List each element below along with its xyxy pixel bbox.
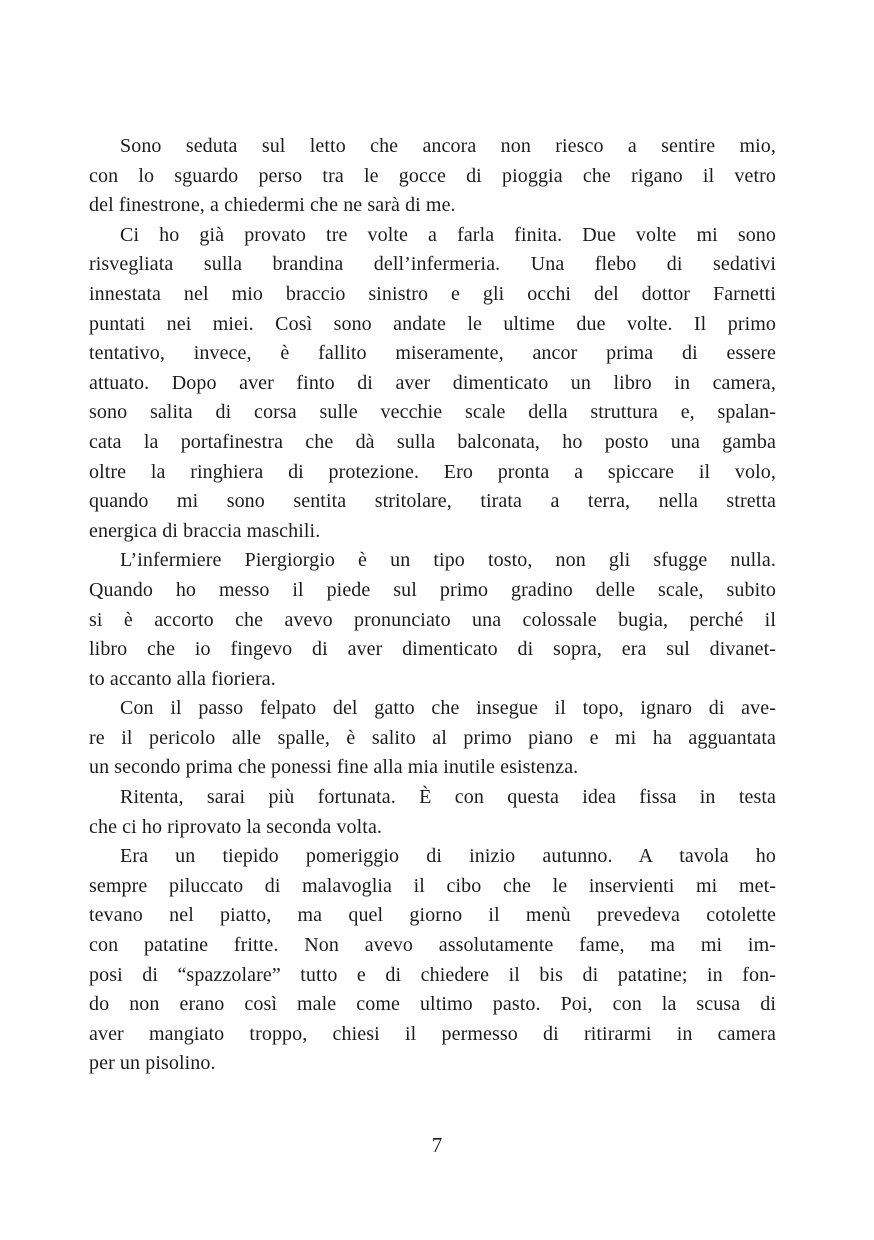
paragraph: [89, 132, 776, 221]
text-line: si è accorto che avevo pronunciato una colossale bugia, perché il: [89, 608, 776, 631]
paragraph: [89, 221, 776, 547]
text-line: Sono seduta sul letto che ancora non riesco a sentire mio,: [120, 135, 776, 157]
text-line: L’infermiere Piergiorgio è un tipo tosto, non gli sfugge nulla.: [120, 549, 776, 572]
text-line: Ritenta, sarai più fortunata. È con questa idea fissa in testa: [120, 786, 776, 809]
text-line: del finestrone, a chiedermi che ne sarà di me.: [89, 194, 456, 217]
text-line: per un pisolino.: [89, 1052, 216, 1075]
text-line: libro che io fingevo di aver dimenticato di sopra, era sul divanet-: [89, 638, 776, 661]
text-line: con lo sguardo perso tra le gocce di pioggia che rigano il vetro: [89, 164, 776, 187]
paragraph: [89, 694, 776, 783]
text-line: cata la portafinestra che dà sulla balconata, ho posto una gamba: [89, 430, 776, 453]
text-line: Ci ho già provato tre volte a farla finita. Due volte mi sono: [120, 223, 776, 246]
text-line: un secondo prima che ponessi fine alla mia inutile esistenza.: [89, 756, 579, 779]
text-line: aver mangiato troppo, chiesi il permesso di ritirarmi in camera: [89, 1022, 776, 1045]
text-line: posi di “spazzolare” tutto e di chiedere il bis di patatine; in fon-: [89, 963, 776, 986]
text-line: innestata nel mio braccio sinistro e gli occhi del dottor Farnetti: [89, 282, 776, 305]
text-line: risvegliata sulla brandina dell’infermeria. Una flebo di sedativi: [89, 253, 776, 276]
page-number: 7: [431, 1133, 443, 1157]
paragraph: [89, 842, 776, 1079]
text-line: sono salita di corsa sulle vecchie scale della struttura e, spalan-: [89, 401, 776, 424]
paragraph: [89, 783, 776, 842]
text-line: Era un tiepido pomeriggio di inizio autunno. A tavola ho: [120, 845, 776, 868]
text-line: Quando ho messo il piede sul primo gradino delle scale, subito: [89, 578, 776, 601]
text-line: energica di braccia maschili.: [89, 519, 321, 542]
text-line: Con il passo felpato del gatto che insegue il topo, ignaro di ave-: [120, 697, 776, 720]
text-line: oltre la ringhiera di protezione. Ero pronta a spiccare il volo,: [89, 460, 776, 483]
text-line: re il pericolo alle spalle, è salito al primo piano e mi ha agguantata: [89, 726, 776, 749]
text-line: to accanto alla fioriera.: [89, 667, 276, 690]
text-line: tentativo, invece, è fallito miseramente, ancor prima di essere: [89, 342, 776, 365]
text-line: puntati nei miei. Così sono andate le ultime due volte. Il primo: [89, 312, 776, 335]
text-line: che ci ho riprovato la seconda volta.: [89, 815, 383, 838]
text-line: quando mi sono sentita stritolare, tirata a terra, nella stretta: [89, 490, 776, 513]
body-text: [89, 132, 776, 1079]
text-line: tevano nel piatto, ma quel giorno il menù prevedeva cotolette: [89, 904, 776, 927]
text-line: sempre piluccato di malavoglia il cibo che le inservienti mi met-: [89, 874, 776, 897]
paragraph: [89, 546, 776, 694]
text-line: con patatine fritte. Non avevo assolutamente fame, ma mi im-: [89, 934, 776, 957]
text-line: attuato. Dopo aver finto di aver dimenticato un libro in camera,: [89, 371, 776, 394]
text-line: do non erano così male come ultimo pasto. Poi, con la scusa di: [89, 993, 776, 1016]
